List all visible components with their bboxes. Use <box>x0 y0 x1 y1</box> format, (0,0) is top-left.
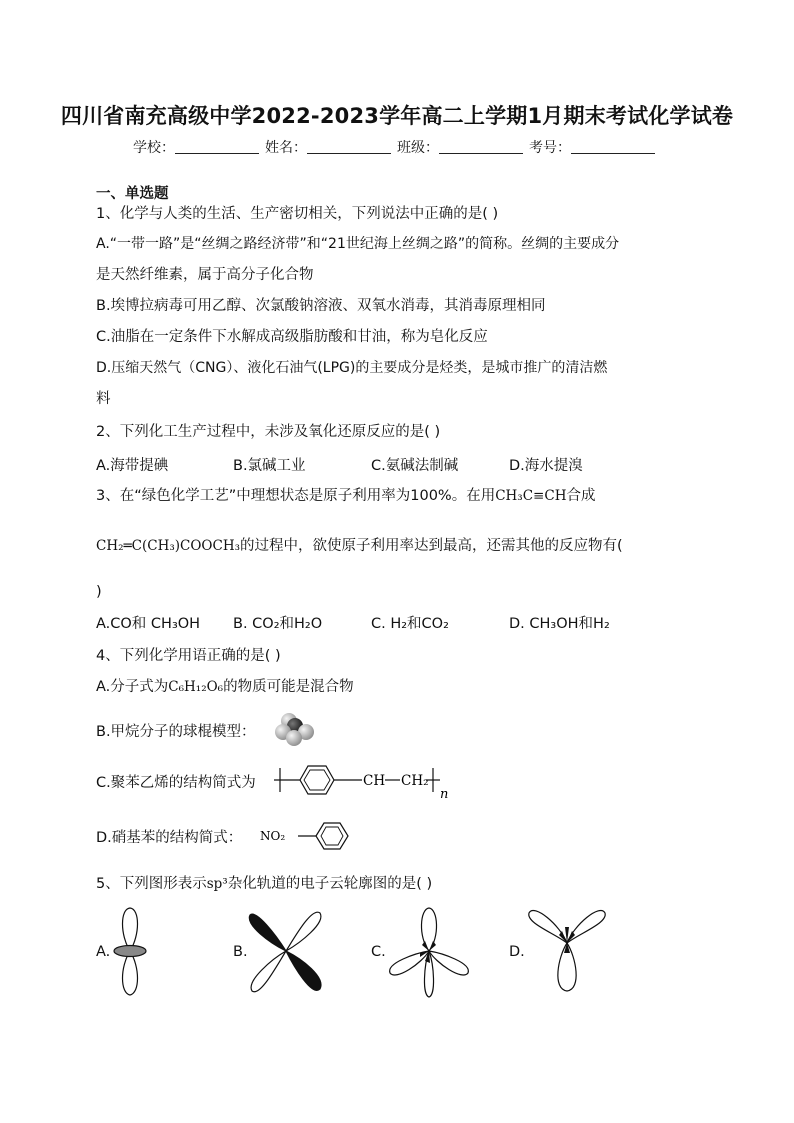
orbital-c-icon <box>384 905 474 1000</box>
q4-option-b: B.甲烷分子的球棍模型： <box>96 724 256 740</box>
orbital-a-icon <box>108 905 158 1000</box>
orbital-b-icon <box>246 905 326 1000</box>
q3-option-d: D. CH₃OH和H₂ <box>509 616 610 632</box>
q2-option-c: C.氨碱法制碱 <box>371 458 459 474</box>
q5-stem-post: 杂化轨道的电子云轮廓图的是( ) <box>227 876 433 892</box>
q5-option-a: A. <box>96 944 111 960</box>
name-label: 姓名： <box>265 140 307 156</box>
class-blank[interactable] <box>439 139 523 154</box>
polystyrene-ch2-label: CH₂ <box>401 773 429 789</box>
q3-stem-post: 合成 <box>566 488 596 504</box>
q3-stem-line1 <box>96 486 595 506</box>
class-label: 班级： <box>397 140 439 156</box>
q3-stem-pre: 3、在“绿色化学工艺”中理想状态是原子利用率为100%。在用 <box>96 488 496 504</box>
q1-option-d-line2: 料 <box>96 391 111 407</box>
q1-option-d-line1: D.压缩天然气（CNG）、液化石油气(LPG)的主要成分是烃类，是城市推广的清洁燃 <box>96 360 608 376</box>
student-info <box>0 137 794 157</box>
q3-option-b: B. CO₂和H₂O <box>233 616 323 632</box>
q3-stem-line2-post: 的过程中，欲使原子利用率达到最高，还需其他的反应物有( <box>240 538 623 554</box>
q4-a-pre: A.分子式为 <box>96 679 169 695</box>
q5-orbital: sp³ <box>206 876 228 892</box>
q3-option-c: C. H₂和CO₂ <box>371 616 449 632</box>
polystyrene-ch-label: CH <box>363 773 386 789</box>
exam-no-label: 考号： <box>529 140 571 156</box>
q5-option-d: D. <box>509 944 525 960</box>
polystyrene-structure <box>270 760 460 806</box>
q2-option-a: A.海带提碘 <box>96 458 169 474</box>
school-blank[interactable] <box>175 139 259 154</box>
q3-product: CH₂═C(CH₃)COOCH₃ <box>96 538 240 554</box>
q2-option-d: D.海水提溴 <box>509 458 583 474</box>
q4-stem: 4、下列化学用语正确的是( ) <box>96 648 281 664</box>
q3-stem-line3: ) <box>96 584 102 600</box>
q5-option-b: B. <box>233 944 248 960</box>
q1-option-c: C.油脂在一定条件下水解成高级脂肪酸和甘油，称为皂化反应 <box>96 329 488 345</box>
q3-reactant: CH₃C≡CH <box>495 488 567 504</box>
q1-option-b: B.埃博拉病毒可用乙醇、次氯酸钠溶液、双氧水消毒，其消毒原理相同 <box>96 298 546 314</box>
q2-option-b: B.氯碱工业 <box>233 458 306 474</box>
exam-no-blank[interactable] <box>571 139 655 154</box>
methane-ball-stick-model-icon <box>270 708 320 750</box>
name-blank[interactable] <box>307 139 391 154</box>
section-heading: 一、单选题 <box>96 186 169 202</box>
q1-option-a-line1: A.“一带一路”是“丝绸之路经济带”和“21世纪海上丝绸之路”的简称。丝绸的主要成分 <box>96 236 620 252</box>
nitro-group-label: NO₂ <box>260 829 286 843</box>
q4-a-formula: C₆H₁₂O₆ <box>168 679 224 695</box>
page-title: 四川省南充高级中学2022-2023学年高二上学期1月期末考试化学试卷 <box>60 104 734 128</box>
q3-stem-line2 <box>96 536 623 556</box>
q4-a-post: 的物质可能是混合物 <box>223 679 354 695</box>
q5-stem <box>96 874 432 894</box>
q1-stem: 1、化学与人类的生活、生产密切相关，下列说法中正确的是( ) <box>96 206 499 222</box>
school-label: 学校： <box>133 140 175 156</box>
q4-option-a <box>96 677 354 697</box>
q2-stem: 2、下列化工生产过程中，未涉及氧化还原反应的是( ) <box>96 424 441 440</box>
q4-option-c: C.聚苯乙烯的结构简式为 <box>96 775 256 791</box>
polystyrene-n-label: n <box>440 787 449 802</box>
orbital-d-icon <box>524 905 610 995</box>
nitrobenzene-structure <box>258 818 358 858</box>
q5-option-c: C. <box>371 944 386 960</box>
q1-option-a-line2: 是天然纤维素，属于高分子化合物 <box>96 267 314 283</box>
q3-option-a: A.CO和 CH₃OH <box>96 616 201 632</box>
q4-option-d: D.硝基苯的结构简式： <box>96 830 243 846</box>
q5-stem-pre: 5、下列图形表示 <box>96 876 207 892</box>
